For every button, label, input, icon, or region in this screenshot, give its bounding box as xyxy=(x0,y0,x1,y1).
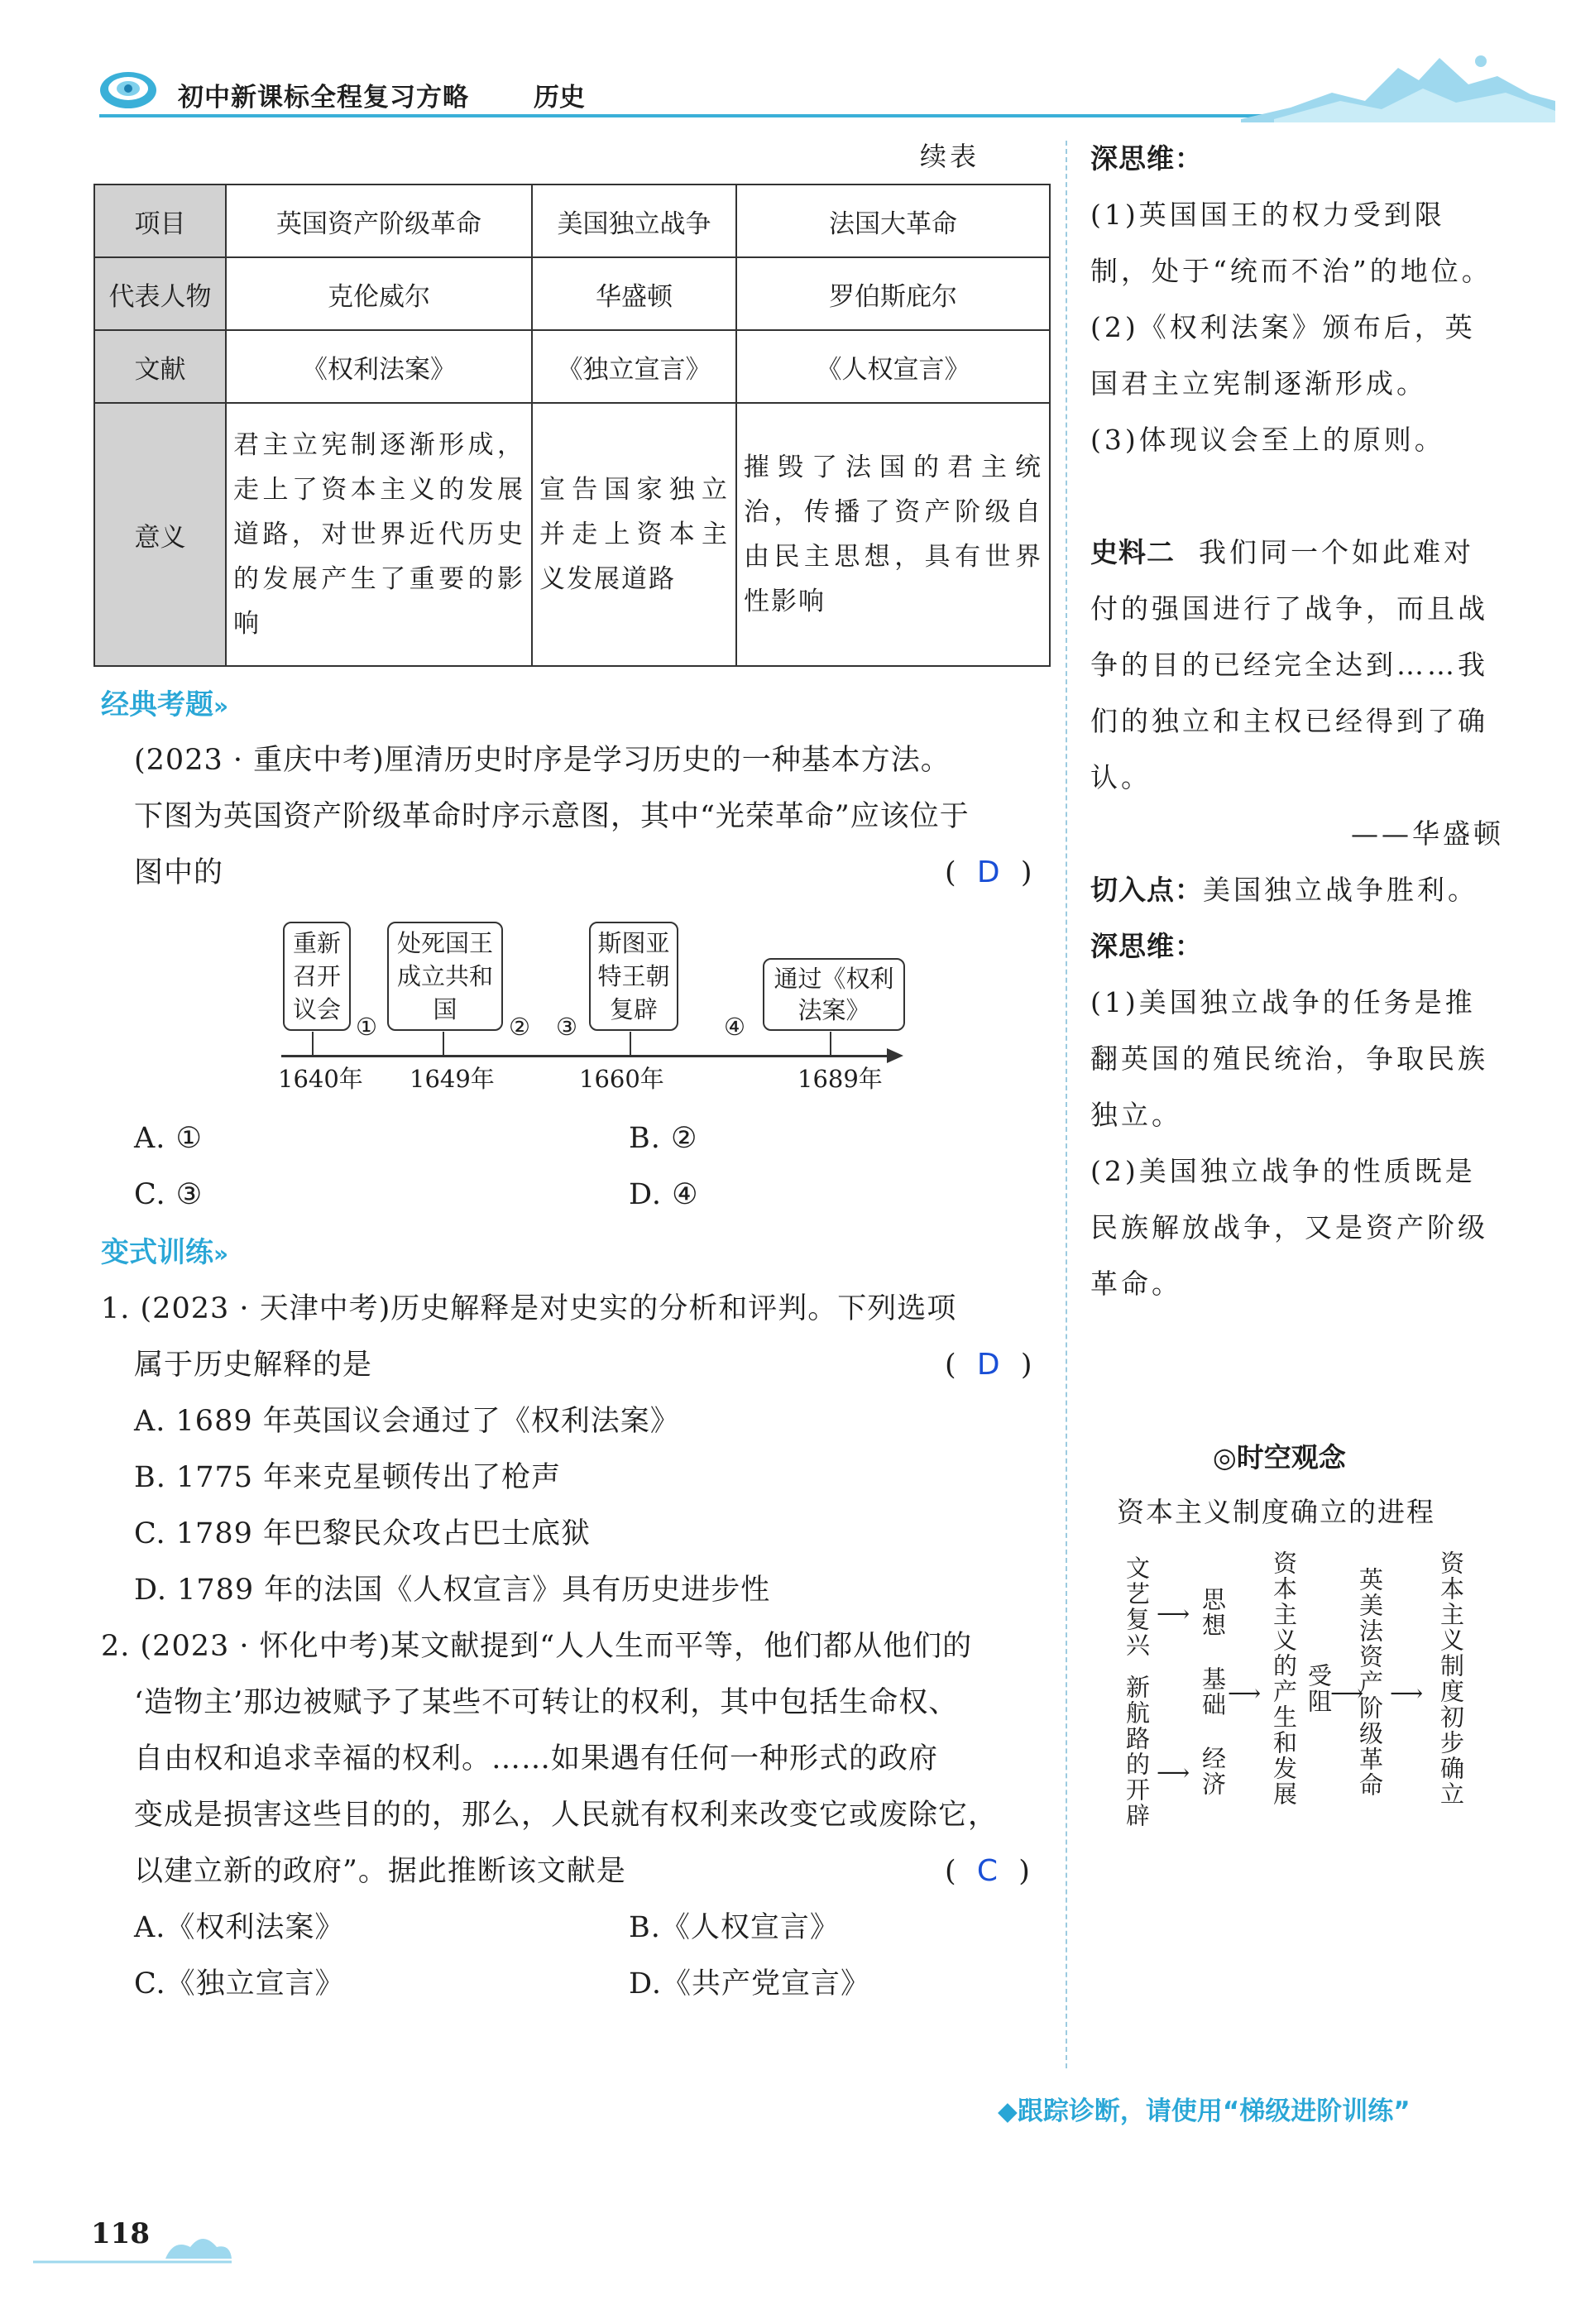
timeline-axis xyxy=(281,1055,893,1057)
think2-title xyxy=(1090,918,1504,975)
timeline-marker: ② xyxy=(509,1013,530,1041)
q2-stem-line1: 2. (2023 · 怀化中考)某文献提到“人人生而平等，他们都从他们的 xyxy=(101,1630,973,1663)
q2-answer-bracket: ( C ) xyxy=(945,1854,1031,1888)
mountain-decoration xyxy=(1241,43,1555,126)
flow-hindered: 受阻 xyxy=(1305,1663,1333,1714)
footer-cloud-decoration xyxy=(33,2222,248,2275)
timeline-event-box: 处死国王成立共和国 xyxy=(387,922,503,1031)
timeline-marker: ③ xyxy=(556,1013,577,1041)
timeline-arrow-head xyxy=(887,1048,903,1063)
table-cell: 君主立宪制逐渐形成，走上了资本主义的发展道路，对世界近代历史的发展产生了重要的影响 xyxy=(226,403,532,666)
concept-subtitle: 资本主义制度确立的进程 xyxy=(1117,1496,1435,1528)
classic-stem-line1: (2023 · 重庆中考)厘清历史时序是学习历史的一种基本方法。 xyxy=(134,744,951,777)
q2-option[interactable]: D.《共产党宣言》 xyxy=(629,1967,870,2001)
q1-stem-line1: 1. (2023 · 天津中考)历史解释是对史实的分析和评判。下列选项 xyxy=(101,1292,957,1325)
timeline-tick xyxy=(312,1032,314,1055)
q2-option[interactable]: A.《权利法案》 xyxy=(134,1911,345,1944)
q1-option[interactable]: A. 1689 年英国议会通过了《权利法案》 xyxy=(134,1405,680,1438)
spacer xyxy=(1090,468,1504,525)
concept-flow xyxy=(1117,1550,1514,1853)
timeline-year: 1689年 xyxy=(798,1065,883,1093)
table-header-cell: 英国资产阶级革命 xyxy=(226,184,532,257)
q2-stem-line4: 变成是损害这些目的的，那么，人民就有权利来改变它或废除它， xyxy=(134,1799,999,1832)
flow-capitalism-development: 资本主义的产生和发展 xyxy=(1270,1550,1298,1807)
table-row xyxy=(94,403,1050,666)
q1-option[interactable]: B. 1775 年来克星顿传出了枪声 xyxy=(134,1461,562,1494)
classic-option[interactable]: C. ③ xyxy=(134,1178,204,1211)
classic-option[interactable]: B. ② xyxy=(629,1122,698,1155)
source2-text: 我们同一个如此难对付的强国进行了战争，而且战争的目的已经完全达到……我们的独立和主权已经得到了确认。 xyxy=(1090,536,1488,793)
table-cell: 宣告国家独立并走上资本主义发展道路 xyxy=(532,403,736,666)
q1-answer: D xyxy=(976,1348,1001,1382)
arrow-right-icon: ⟶ xyxy=(1157,1759,1190,1786)
timeline-year: 1660年 xyxy=(579,1065,664,1093)
q1-option[interactable]: C. 1789 年巴黎民众攻占巴士底狱 xyxy=(134,1517,591,1550)
table-cell: 克伦威尔 xyxy=(226,257,532,330)
arrow-right-icon: ⟶ xyxy=(1228,1680,1262,1707)
classic-option[interactable]: D. ④ xyxy=(629,1178,699,1211)
timeline-event-box: 斯图亚特王朝复辟 xyxy=(589,922,678,1031)
header-title: 初中新课标全程复习方略 xyxy=(178,83,469,113)
header-logo xyxy=(98,69,159,111)
q2-stem-line2: ‘造物主’那边被赋予了某些不可转让的权利，其中包括生命权、 xyxy=(134,1686,959,1719)
q2-stem-line5: 以建立新的政府”。据此推断该文献是 xyxy=(134,1855,626,1888)
q2-option[interactable]: B.《人权宣言》 xyxy=(629,1911,840,1944)
table-cell: 罗伯斯庇尔 xyxy=(736,257,1050,330)
flow-renaissance: 文艺复兴 xyxy=(1123,1555,1151,1658)
think1-title xyxy=(1090,131,1504,187)
entry-text: 美国独立战争胜利。 xyxy=(1203,874,1478,906)
flow-basis: 基础 xyxy=(1199,1666,1227,1718)
column-divider xyxy=(1066,141,1067,2068)
classic-answer: D xyxy=(976,855,1001,889)
section-variant-label: 变式训练 xyxy=(101,1236,213,1269)
double-chevron-icon: » xyxy=(213,692,229,720)
concept-title: ◎时空观念 xyxy=(1213,1441,1346,1473)
q1-stem-line2: 属于历史解释的是 xyxy=(134,1349,373,1382)
timeline-tick xyxy=(443,1032,444,1055)
entry-point xyxy=(1090,862,1504,918)
revolution-table xyxy=(93,184,1051,667)
section-classic-title xyxy=(101,682,228,722)
table-row-label: 代表人物 xyxy=(94,257,226,330)
table-cell: 《权利法案》 xyxy=(226,330,532,403)
book-logo-icon xyxy=(98,69,159,111)
section-classic-label: 经典考题 xyxy=(101,688,213,721)
classic-stem-line3: 图中的 xyxy=(134,856,224,889)
classic-answer-bracket: ( D ) xyxy=(945,855,1033,889)
think2-item: (1)美国独立战争的任务是推翻英国的殖民统治，争取民族独立。 xyxy=(1090,986,1488,1131)
classic-stem-line2: 下图为英国资产阶级革命时序示意图，其中“光荣革命”应该位于 xyxy=(134,800,970,833)
table-cell: 《独立宣言》 xyxy=(532,330,736,403)
table-row xyxy=(94,257,1050,330)
source2-block xyxy=(1090,525,1504,806)
table-cell: 华盛顿 xyxy=(532,257,736,330)
continued-label: 续表 xyxy=(920,141,980,172)
table-header-cell: 项目 xyxy=(94,184,226,257)
header-subject: 历史 xyxy=(534,83,585,113)
timeline-event-box: 通过《权利法案》 xyxy=(763,958,905,1031)
section-variant-title xyxy=(101,1229,228,1270)
table-cell: 摧毁了法国的君主统治，传播了资产阶级自由民主思想，具有世界性影响 xyxy=(736,403,1050,666)
sidebar-notes xyxy=(1090,131,1504,1312)
classic-option[interactable]: A. ① xyxy=(134,1122,203,1155)
table-row-label: 文献 xyxy=(94,330,226,403)
arrow-right-icon: ⟶ xyxy=(1390,1680,1424,1707)
table-cell: 《人权宣言》 xyxy=(736,330,1050,403)
q2-answer: C xyxy=(976,1854,999,1888)
q2-stem-line3: 自由权和追求幸福的权利。……如果遇有任何一种形式的政府 xyxy=(134,1742,939,1775)
mountain-icon xyxy=(1241,43,1555,122)
flow-thought: 思想 xyxy=(1199,1587,1227,1638)
flow-new-routes: 新航路的开辟 xyxy=(1123,1675,1151,1828)
cloud-icon xyxy=(33,2222,248,2272)
timeline-tick xyxy=(830,1032,831,1055)
footer-tip: ◆跟踪诊断，请使用“梯级进阶训练” xyxy=(998,2096,1411,2126)
flow-established: 资本主义制度初步确立 xyxy=(1437,1550,1465,1807)
arrow-right-icon: ⟶ xyxy=(1330,1680,1364,1707)
page-number: 118 xyxy=(91,2217,150,2250)
timeline-marker: ④ xyxy=(724,1013,745,1041)
arrow-right-icon: ⟶ xyxy=(1157,1600,1190,1627)
timeline-tick xyxy=(630,1032,631,1055)
flow-revolutions: 英美法资产阶级革命 xyxy=(1356,1567,1384,1798)
timeline-year: 1649年 xyxy=(410,1065,495,1093)
double-chevron-icon: » xyxy=(213,1240,229,1267)
think2-title-text: 深思维： xyxy=(1090,930,1203,962)
think1-item: (3)体现议会至上的原则。 xyxy=(1090,424,1445,456)
table-header-row xyxy=(94,184,1050,257)
entry-label: 切入点： xyxy=(1090,874,1203,906)
think2-item: (2)美国独立战争的性质既是民族解放战争，又是资产阶级革命。 xyxy=(1090,1155,1488,1300)
timeline-marker: ① xyxy=(356,1013,377,1041)
think1-title-text: 深思维： xyxy=(1090,142,1203,175)
table-header-cell: 美国独立战争 xyxy=(532,184,736,257)
timeline-year: 1640年 xyxy=(278,1065,363,1093)
flow-economy: 经济 xyxy=(1199,1746,1227,1797)
table-header-cell: 法国大革命 xyxy=(736,184,1050,257)
think1-item: (1)英国国王的权力受到限制，处于“统而不治”的地位。 xyxy=(1090,199,1492,287)
timeline-event-box: 重新召开议会 xyxy=(283,922,351,1031)
header-rule xyxy=(99,114,1324,117)
think1-item: (2)《权利法案》颁布后，英国君主立宪制逐渐形成。 xyxy=(1090,311,1476,400)
q2-option[interactable]: C.《独立宣言》 xyxy=(134,1967,345,2001)
table-row-label: 意义 xyxy=(94,403,226,666)
source2-label: 史料二 xyxy=(1090,536,1175,568)
source2-author: ——华盛顿 xyxy=(1351,817,1504,850)
q1-answer-bracket: ( D ) xyxy=(945,1348,1033,1382)
timeline-diagram xyxy=(273,920,918,1110)
q1-option[interactable]: D. 1789 年的法国《人权宣言》具有历史进步性 xyxy=(134,1574,771,1607)
table-row xyxy=(94,330,1050,403)
